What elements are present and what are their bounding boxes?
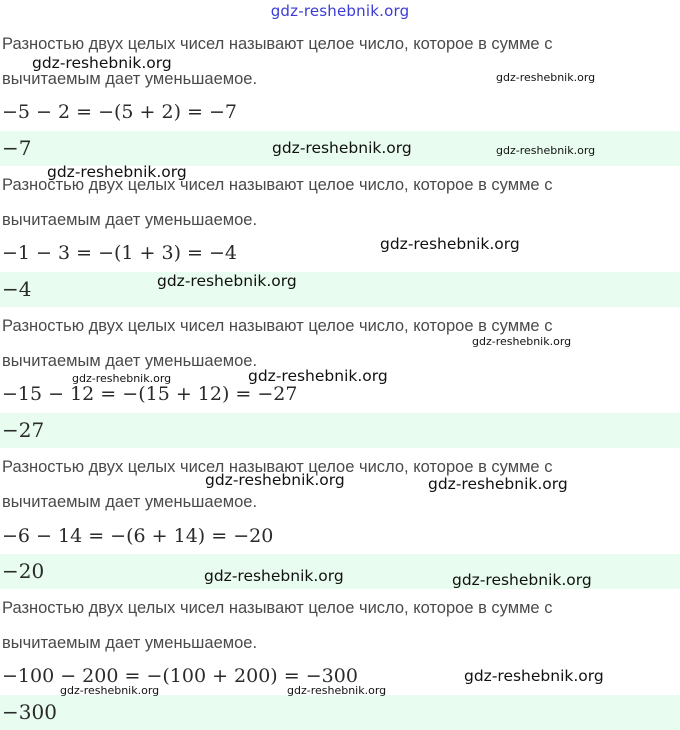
watermark: gdz-reshebnik.org (32, 54, 172, 72)
equation: −100 − 200 = −(100 + 200) = −300 (2, 665, 358, 687)
definition-line-1: Разностью двух целых чисел называют целое число, которое в сумме с (2, 458, 553, 476)
watermark: gdz-reshebnik.org (205, 471, 345, 489)
watermark: gdz-reshebnik.org (496, 144, 596, 157)
watermark: gdz-reshebnik.org (472, 335, 572, 348)
equation: −1 − 3 = −(1 + 3) = −4 (2, 242, 238, 264)
watermark: gdz-reshebnik.org (452, 571, 592, 589)
definition-line-1: Разностью двух целых чисел называют целое число, которое в сумме с (2, 176, 553, 194)
equation: −15 − 12 = −(15 + 12) = −27 (2, 383, 298, 405)
definition-line-1: Разностью двух целых чисел называют целое число, которое в сумме с (2, 317, 553, 335)
answer-row: −20 (0, 554, 680, 589)
definition-line-2: вычитаемым дает уменьшаемое. (2, 493, 258, 511)
header-watermark: gdz-reshebnik.org (270, 2, 410, 20)
answer-row: −300 (0, 695, 680, 730)
answer-row: −4 (0, 272, 680, 307)
watermark: gdz-reshebnik.org (72, 372, 172, 385)
answer-row: −27 (0, 413, 680, 448)
watermark: gdz-reshebnik.org (204, 567, 344, 585)
watermark: gdz-reshebnik.org (380, 235, 520, 253)
watermark: gdz-reshebnik.org (47, 163, 187, 181)
definition-line-1: Разностью двух целых чисел называют целое число, которое в сумме с (2, 35, 553, 53)
definition-line-2: вычитаемым дает уменьшаемое. (2, 211, 258, 229)
definition-line-2: вычитаемым дает уменьшаемое. (2, 70, 258, 88)
equation: −6 − 14 = −(6 + 14) = −20 (2, 525, 274, 547)
equation: −5 − 2 = −(5 + 2) = −7 (2, 101, 238, 123)
watermark: gdz-reshebnik.org (496, 71, 596, 84)
watermark: gdz-reshebnik.org (464, 667, 604, 685)
watermark: gdz-reshebnik.org (272, 139, 412, 157)
answer-row: −7 (0, 131, 680, 166)
watermark: gdz-reshebnik.org (248, 367, 388, 385)
watermark: gdz-reshebnik.org (60, 684, 160, 697)
watermark: gdz-reshebnik.org (287, 684, 387, 697)
definition-line-1: Разностью двух целых чисел называют целое число, которое в сумме с (2, 599, 553, 617)
watermark: gdz-reshebnik.org (428, 475, 568, 493)
watermark: gdz-reshebnik.org (157, 272, 297, 290)
definition-line-2: вычитаемым дает уменьшаемое. (2, 634, 258, 652)
definition-line-2: вычитаемым дает уменьшаемое. (2, 352, 258, 370)
